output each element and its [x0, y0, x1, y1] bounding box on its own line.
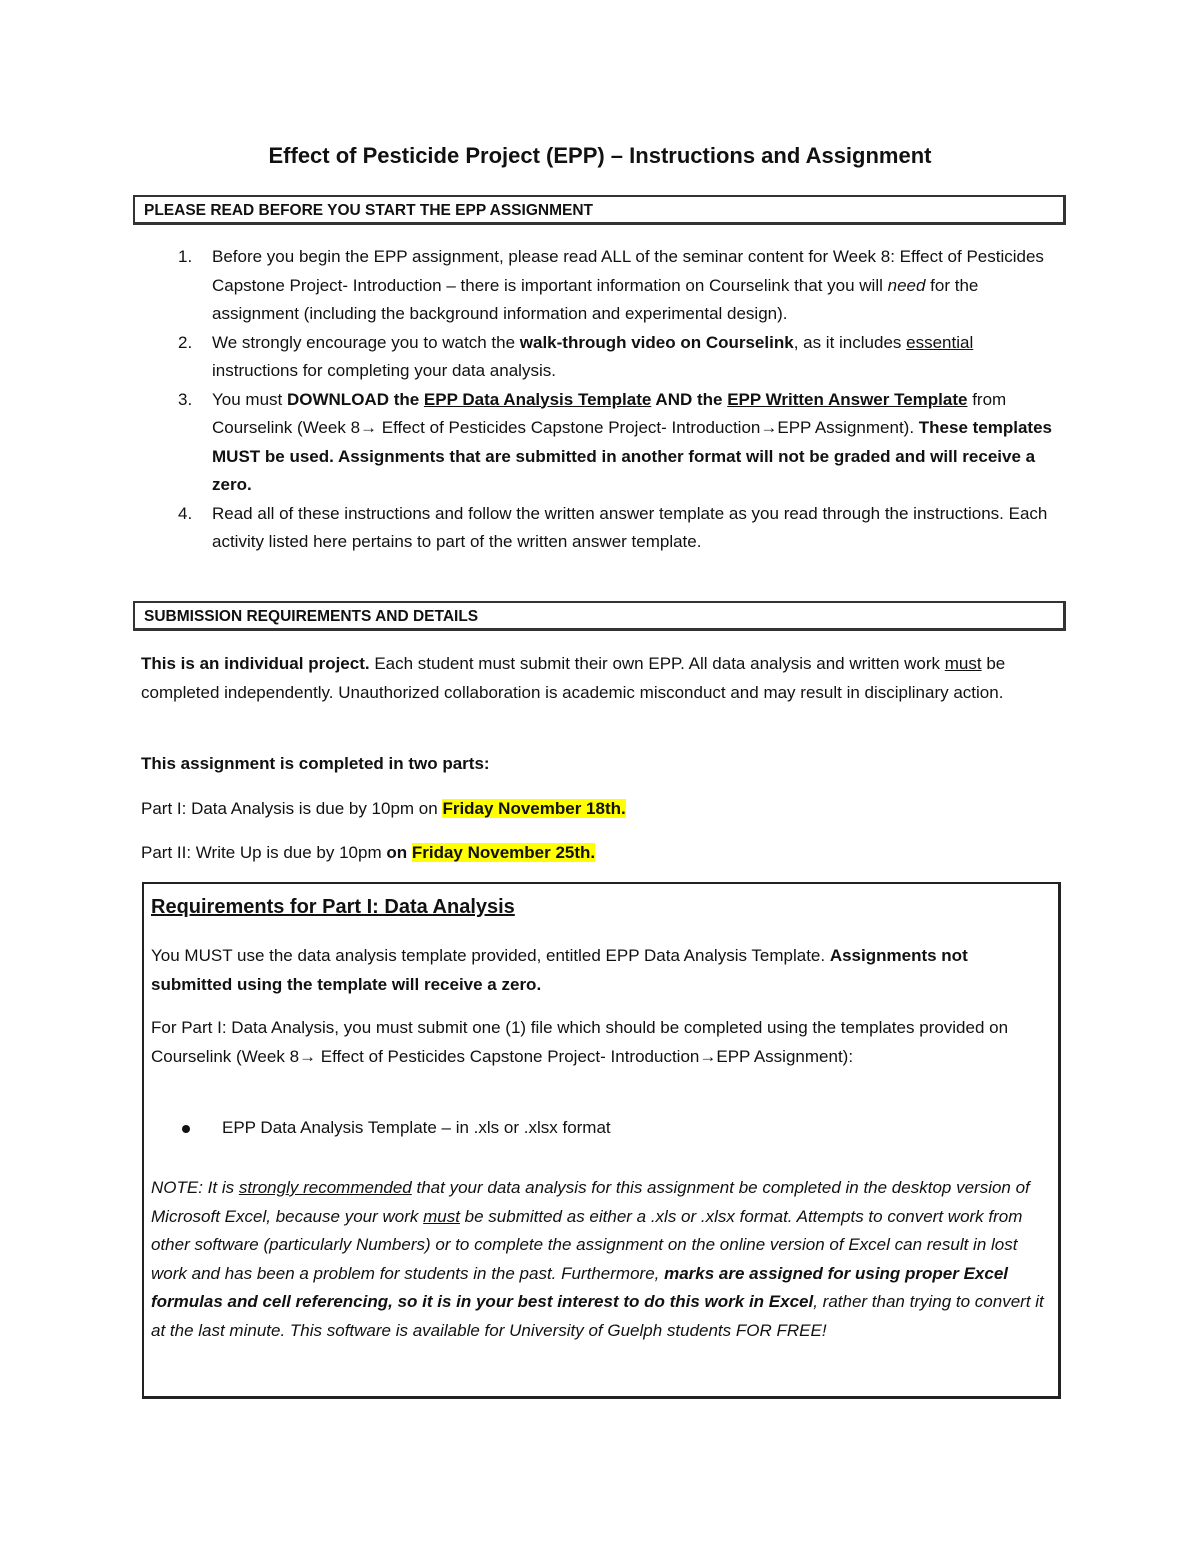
underlined-text: must [423, 1206, 460, 1226]
list-item [178, 386, 1058, 500]
part2-due-line [141, 839, 1066, 868]
two-parts-heading: This assignment is completed in two parts: [141, 754, 490, 773]
list-item [178, 243, 1058, 329]
item-text: , as it includes [793, 332, 907, 352]
item-text: We strongly encourage you to watch the [212, 332, 520, 352]
bullet-text: EPP Data Analysis Template – in .xls or .xlsx format [222, 1118, 611, 1137]
paragraph-text: Each student must submit their own EPP. All data analysis and written work [369, 654, 945, 673]
paragraph-text: Part II: Write Up is due by 10pm [141, 843, 387, 862]
bold-text: These templates MUST be used. Assignments that are submitted in another format will not be graded and will receive a zero. [212, 418, 1053, 494]
emphasis-text: need [887, 275, 926, 295]
item-text: from Courselink (Week 8→ Effect of Pesticides Capstone Project- Introduction→EPP Assignment). [212, 389, 1007, 437]
note-text: that your data analysis for this assignment be completed in the desktop version of Microsoft Excel, because your work [151, 1178, 1030, 1226]
part2-due-date: Friday November 25th. [411, 843, 596, 862]
note-text: be submitted as either a .xls or .xlsx format. Attempts to convert work from other software (particularly Numbers) or to complete the assignment on the online version of Excel can result in lost work and has been a problem for students in the past. Furthermore, [151, 1206, 1023, 1283]
paragraph-text: You MUST use the data analysis template provided, entitled EPP Data Analysis Template. [151, 946, 830, 965]
item-text: Before you begin the EPP assignment, please read ALL of the seminar content for Week 8: Effect of Pesticides Capstone Project- Introduction – there is important information on Courselink that you will [212, 247, 1044, 295]
list-item [178, 500, 1058, 557]
section-header-submission: SUBMISSION REQUIREMENTS AND DETAILS [133, 601, 1066, 631]
list-number: 3. [178, 389, 193, 409]
bold-text: marks are assigned for using proper Excel formulas and cell referencing, so it is in your best interest to do this work in Excel [151, 1263, 1009, 1311]
requirements-title: Requirements for Part I: Data Analysis [151, 896, 515, 918]
item-text: You must [212, 389, 287, 409]
requirements-box [142, 882, 1061, 1399]
bullet-item [186, 1114, 611, 1143]
underlined-text: must [944, 654, 982, 673]
paragraph-text: be completed independently. Unauthorized collaboration is academic misconduct and may result in disciplinary action. [141, 654, 1006, 702]
part1-due-line [141, 795, 1066, 824]
bold-text: on [386, 843, 412, 862]
list-item [178, 329, 1058, 386]
epp-written-answer-template-link: EPP Written Answer Template [727, 389, 968, 409]
bold-text: walk-through video on Courselink [519, 332, 794, 352]
bold-text: AND the [651, 389, 728, 409]
bold-text: Assignments not submitted using the template will receive a zero. [151, 946, 968, 994]
note-text: NOTE: It is [151, 1178, 239, 1197]
list-number: 2. [178, 332, 193, 352]
individual-project-paragraph [141, 650, 1066, 707]
note-text: , rather than trying to convert it at the last minute. This software is available for University of Guelph students FOR FREE! [151, 1292, 1044, 1340]
paragraph-text: Part I: Data Analysis is due by 10pm on [141, 799, 443, 818]
underlined-text: essential [906, 332, 974, 352]
requirements-paragraph: For Part I: Data Analysis, you must submit one (1) file which should be completed using the templates provided on Courselink (Week 8→ Effect of Pesticides Capstone Project- Introduction→EPP Assignment): [151, 1018, 1009, 1066]
item-text: Read all of these instructions and follow the written answer template as you read through the instructions. Each activity listed here pertains to part of the written answer template. [212, 503, 1048, 551]
part1-due-date: Friday November 18th. [442, 799, 626, 818]
bold-text: This is an individual project. [141, 654, 370, 673]
note-paragraph [151, 1174, 1046, 1345]
list-number: 4. [178, 503, 193, 523]
list-number: 1. [178, 247, 193, 266]
bold-text: DOWNLOAD the [286, 389, 424, 409]
underlined-text: strongly recommended [238, 1178, 412, 1197]
page-title: Effect of Pesticide Project (EPP) – Instructions and Assignment [268, 143, 932, 168]
section-header-read-first: PLEASE READ BEFORE YOU START THE EPP ASSIGNMENT [133, 195, 1066, 225]
item-text: instructions for completing your data analysis. [212, 361, 556, 380]
item-text: for the assignment (including the background information and experimental design). [212, 275, 979, 323]
requirements-paragraph [151, 942, 1046, 999]
instructions-list [178, 243, 1058, 557]
epp-data-analysis-template-link: EPP Data Analysis Template [423, 389, 652, 409]
bullet-icon [182, 1125, 190, 1133]
